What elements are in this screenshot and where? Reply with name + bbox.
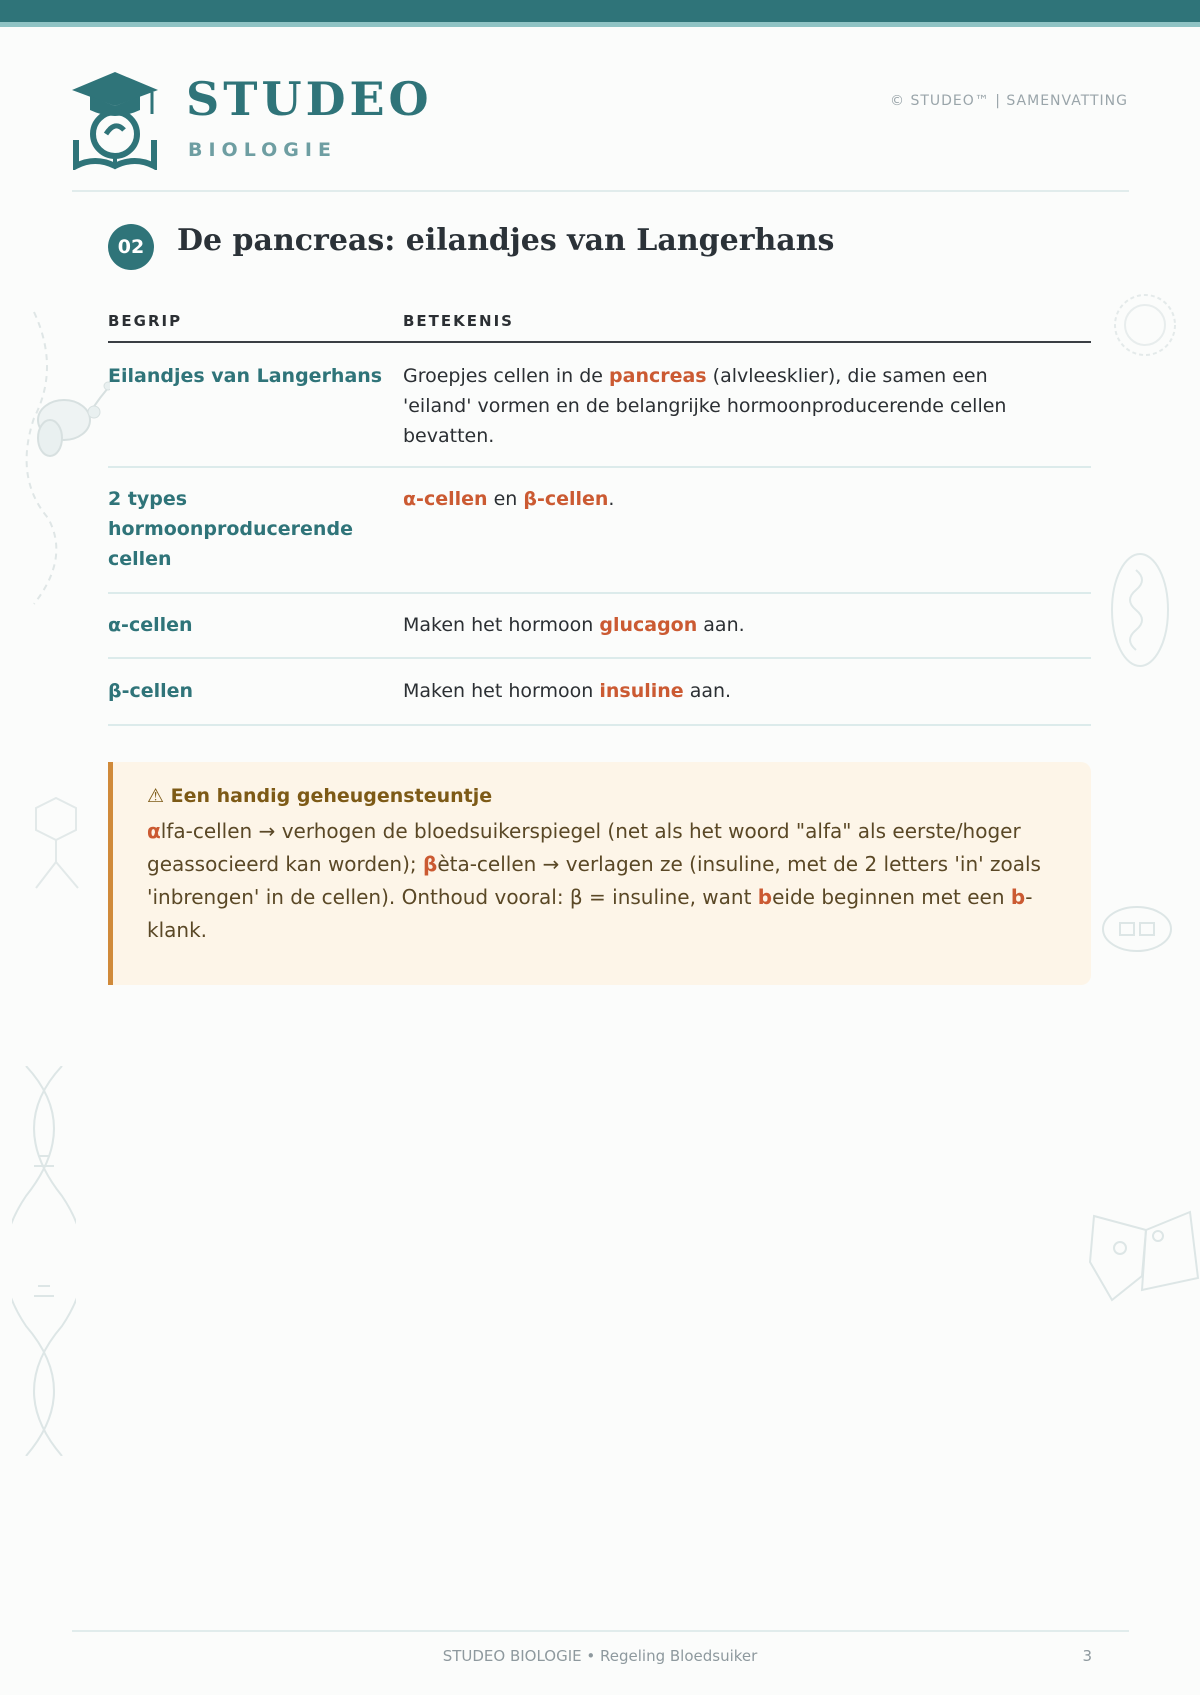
term-cell: β-cellen [108,680,194,702]
table-row [108,659,1091,726]
term-cell: Eilandjes van Langerhans [108,365,383,387]
text-segment: -klank. [147,885,1033,942]
tip-body [147,815,1051,947]
dna-doodle-icon [12,1066,76,1456]
highlighted-keyword: pancreas [609,365,707,387]
table-row [108,594,1091,659]
section-title: De pancreas: eilandjes van Langerhans [177,223,835,258]
term-cell: α-cellen [108,614,193,636]
column-header-term: BEGRIP [108,311,183,330]
term-cell: 2 types hormoonproducerende cellen [108,488,353,570]
text-segment: Maken het hormoon [403,680,600,702]
highlighted-keyword: β-cellen [523,488,609,510]
terms-table [108,300,1091,726]
header-divider [72,190,1129,192]
pancreas-doodle-icon [20,308,110,608]
definition-cell [403,610,1091,657]
highlighted-keyword: b [1010,885,1026,909]
highlighted-keyword: glucagon [599,614,698,636]
definition-cell [403,361,1091,466]
text-segment: èta-cellen → verlagen ze (insuline, met de 2 letters 'in' zoals 'inbrengen' in de cellen). Onthoud vooral: β = insuline, want [147,852,1041,909]
text-segment: aan. [683,680,732,702]
text-segment: Maken het hormoon [403,614,600,636]
brand-name: STUDEO [186,72,433,126]
definition-cell [403,676,1091,724]
footer-text: STUDEO BIOLOGIE • Regeling Bloedsuiker [442,1647,758,1665]
column-header-meaning: BETEKENIS [403,311,514,330]
definition-cell [403,484,1091,592]
section-number: 02 [108,224,154,270]
table-header [108,300,1091,343]
highlighted-keyword: α [147,819,161,843]
tip-title: ⚠ Een handig geheugensteuntje [147,785,493,807]
top-bar [0,0,1200,22]
footer-divider [72,1630,1129,1632]
cell-doodle-icon [1112,292,1178,358]
text-segment: aan. [697,614,745,636]
tissue-doodle-icon [1086,1206,1200,1314]
highlighted-keyword: insuline [599,680,684,702]
top-bar-accent [0,22,1200,27]
table-row [108,468,1091,594]
highlighted-keyword: β [422,852,438,876]
capsule-doodle-icon [1100,904,1174,954]
text-segment: en [487,488,524,510]
molecule-doodle-icon [32,796,86,896]
text-segment: Groepjes cellen in de [403,365,610,387]
memory-tip-box [108,762,1091,985]
header-copyright: © STUDEO™ | SAMENVATTING [890,93,1128,109]
brand-subject: BIOLOGIE [188,139,337,161]
highlighted-keyword: α-cellen [403,488,488,510]
mitochondrion-doodle-icon [1108,550,1172,670]
text-segment: . [608,488,615,510]
table-row [108,343,1091,468]
text-segment: (alvleesklier), die samen een 'eiland' vormen en de belangrijke hormoonproducerende cellen bevatten. [403,365,1007,447]
graduation-cap-book-icon [70,70,160,170]
text-segment: lfa-cellen → verhogen de bloedsuikerspiegel (net als het woord "alfa" als eerste/hoger geassocieerd kan worden); [147,819,1021,876]
page-number: 3 [1082,1647,1092,1665]
text-segment: eide beginnen met een [772,885,1011,909]
highlighted-keyword: b [757,885,773,909]
